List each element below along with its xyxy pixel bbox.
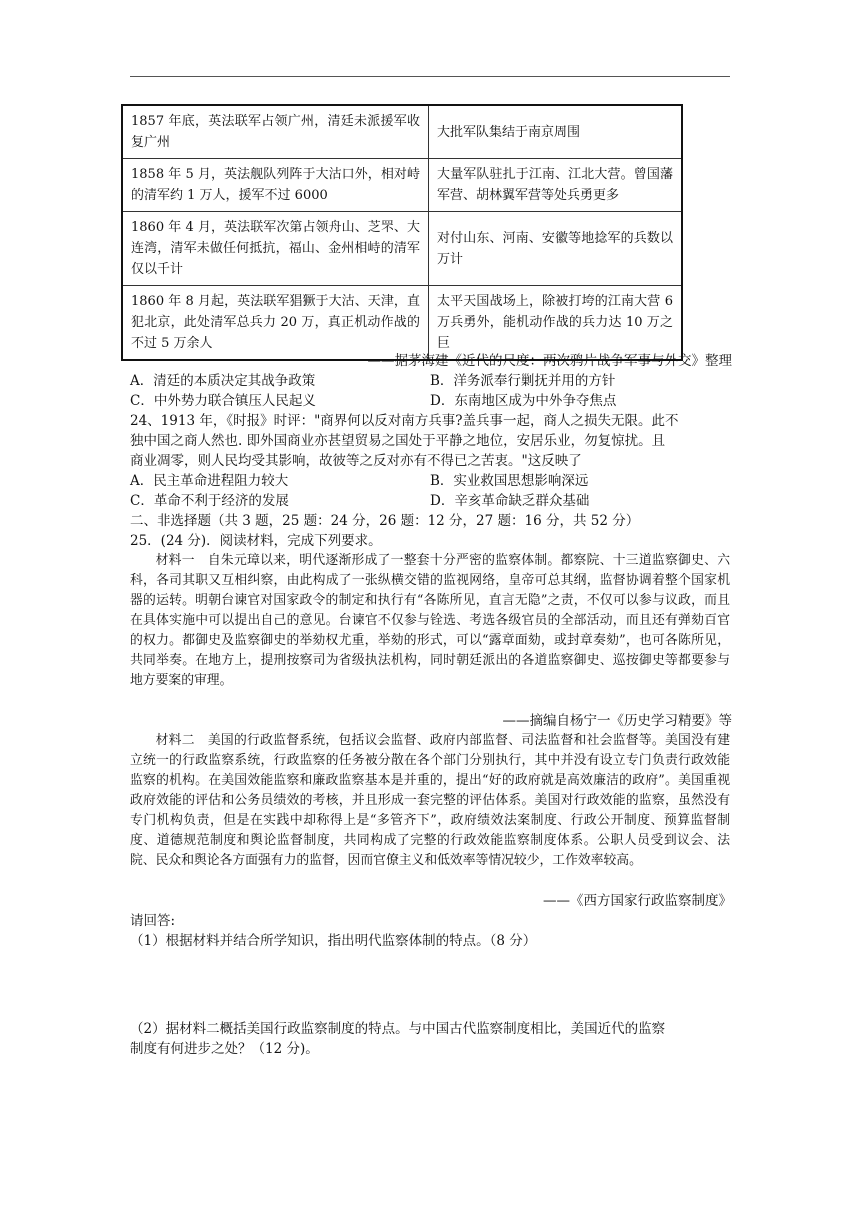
comparison-table <box>121 104 683 361</box>
table-row <box>122 105 682 159</box>
table-cell: 1860 年 8 月起，英法联军猖獗于大沽、天津，直犯北京，此处清军总兵力 20 万，真正机动作战的不过 5 万余人 <box>122 286 429 361</box>
table-cell: 大量军队驻扎于江南、江北大营。曾国藩军营、胡林翼军营等处兵勇更多 <box>429 159 683 212</box>
sub-question-2: （2）据材料二概括美国行政监察制度的特点。与中国古代监察制度相比，美国近代的监察 <box>130 1021 666 1037</box>
q24-stem: 24、1913 年，《时报》时评："商界何以反对南方兵事?盖兵事一起，商人之损失无限。此不 <box>130 413 679 429</box>
material-one-text: 材料一 自朱元璋以来，明代逐渐形成了一整套十分严密的监察体制。都察院、十三道监察御史、六科，各司其职又互相纠察，由此构成了一张纵横交错的监视网络，皇帝可总其纲，监督协调着整个国家机器的运转。明朝台谏官对国家政令的制定和执行有“各陈所见，直言无隐”之责，不仅可以参与议政，而且在具体实施中可以提出自己的意见。台谏官不仅参与铨选、考选各级官员的全部活动，而且还有弹劾百官的权力。都御史及监察御史的举劾权尤重，举劾的形式，可以“露章面劾，或封章奏劾”，也可各陈所见，共同举奏。在地方上，提刑按察司为省级执法机构，同时朝廷派出的各道监察御史、巡按御史等都要参与地方要案的审理。 <box>130 553 730 688</box>
table-row <box>122 286 682 361</box>
sub-question-2-cont: 制度有何进步之处？（12 分)。 <box>130 1041 319 1057</box>
table-cell: 太平天国战场上，除被打垮的江南大营 6 万兵勇外，能机动作战的兵力达 10 万之巨 <box>429 286 683 361</box>
table-cell: 1857 年底，英法联军占领广州，清廷未派援军收复广州 <box>122 105 429 159</box>
answer-prompt: 请回答: <box>130 913 176 929</box>
table-row <box>122 212 682 286</box>
material-two-text: 材料二 美国的行政监督系统，包括议会监督、政府内部监督、司法监督和社会监督等。美国没有建立统一的行政监察系统，行政监察的任务被分散在各个部门分别执行，其中并没有设立专门负责行政效能监察的机构。在美国效能监察和廉政监察基本是并重的，提出“好的政府就是高效廉洁的政府”。美国重视政府效能的评估和公务员绩效的考核，并且形成一套完整的评估体系。美国对行政效能的监察，虽然没有专门机构负责，但是在实践中却称得上是“多管齐下”，政府绩效法案制度、行政公开制度、预算监督制度、道德规范制度和舆论监督制度，共同构成了完整的行政效能监察制度体系。公职人员受到议会、法院、民众和舆论各方面强有力的监督，因而官僚主义和低效率等情况较少，工作效率较高。 <box>130 733 730 868</box>
section-heading: 二、非选择题（共 3 题，25 题：24 分，26 题：12 分，27 题：16 分，共 52 分） <box>130 513 640 529</box>
table-cell: 1860 年 4 月，英法联军次第占领舟山、芝罘、大连湾，清军未做任何抵抗，福山、金州相峙的清军仅以千计 <box>122 212 429 286</box>
q24-option-c: C．革命不利于经济的发展 <box>130 493 289 509</box>
table-source: ——据茅海建《近代的尺度：两次鸦片战争军事与外交》整理 <box>367 353 732 369</box>
q25-heading: 25．(24 分)．阅读材料，完成下列要求。 <box>130 533 382 549</box>
material-one <box>130 551 730 691</box>
material-one-source: ——摘编自杨宁一《历史学习精要》等 <box>502 713 732 729</box>
table-cell: 1858 年 5 月，英法舰队列阵于大沽口外，相对峙的清军约 1 万人，援军不过 6000 <box>122 159 429 212</box>
header-rule <box>130 76 730 77</box>
q23-option-b: B．洋务派奉行剿抚并用的方针 <box>430 373 616 389</box>
q23-option-c: C．中外势力联合镇压人民起义 <box>130 393 316 409</box>
q24-stem: 独中国之商人然也. 即外国商业亦甚望贸易之国处于平静之地位，安居乐业，勿复惊扰。且 <box>130 433 666 449</box>
q24-option-a: A．民主革命进程阻力较大 <box>130 473 289 489</box>
table-cell: 对付山东、河南、安徽等地捻军的兵数以万计 <box>429 212 683 286</box>
q23-option-d: D．东南地区成为中外争夺焦点 <box>430 393 617 409</box>
material-two-source: ——《西方国家行政监察制度》 <box>543 893 732 909</box>
table-cell: 大批军队集结于南京周围 <box>429 105 683 159</box>
q24-stem: 商业凋零，则人民均受其影响，故彼等之反对亦有不得已之苦衷。"这反映了 <box>130 453 582 469</box>
table-row <box>122 159 682 212</box>
sub-question-1: （1）根据材料并结合所学知识，指出明代监察体制的特点。（8 分） <box>130 933 537 949</box>
material-two <box>130 731 730 871</box>
q24-option-b: B．实业救国思想影响深远 <box>430 473 589 489</box>
q23-option-a: A．清廷的本质决定其战争政策 <box>130 373 316 389</box>
q24-option-d: D．辛亥革命缺乏群众基础 <box>430 493 590 509</box>
